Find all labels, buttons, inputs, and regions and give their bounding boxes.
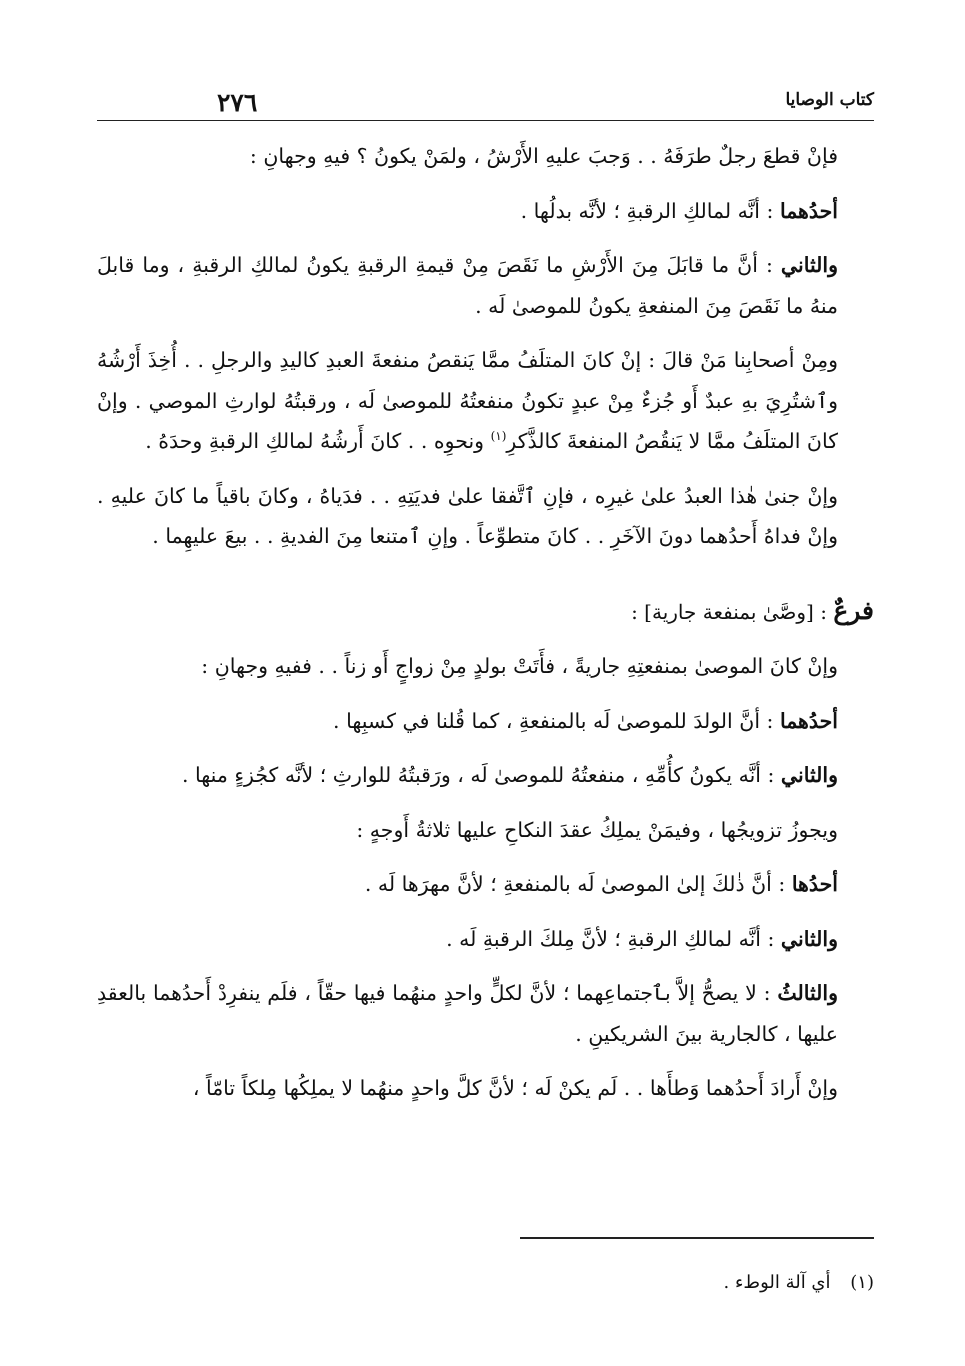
paragraph — [97, 340, 874, 462]
section-heading — [97, 591, 874, 633]
section-title: : [وصَّىٰ بمنفعة جارية] : — [631, 599, 834, 624]
paragraph-text: ونحوِه . . كانَ أَرشُهُ لمالكِ الرقبةِ وحدَهُ . — [145, 429, 491, 453]
paragraph: وإنْ كانَ الموصىٰ بمنفعتِهِ جاريةً ، فأَتَتْ بولدٍ مِنْ زواجٍ أَو زناً . . ففيهِ وجهانِ : — [201, 654, 838, 678]
paragraph-label: أحدُهما — [779, 708, 838, 733]
paragraph: ويجوزُ تزويجُها ، وفيمَنْ يملِكُ عقدَ النكاحِ عليها ثلاثةُ أَوجهٍ : — [356, 817, 838, 842]
paragraph-label: أحدُهما — [779, 198, 838, 223]
footnote-number: (١) — [850, 1272, 874, 1293]
paragraph-label: والثاني — [780, 763, 838, 787]
paragraph-text: : أنَّ الولدَ للموصىٰ لَه بالمنفعةِ ، كما قُلنا في كسبِها . — [333, 708, 780, 733]
paragraph-text: : أنَّه لمالكِ الرقبةِ ؛ لأنَّ مِلكَ الرقبةِ لَه . — [446, 926, 781, 951]
paragraph — [97, 755, 874, 796]
page-number: ٢٧٦ — [217, 88, 258, 117]
footnote-reference[interactable]: (١) — [490, 429, 507, 444]
paragraph-label: والثالثُ — [777, 981, 838, 1005]
book-title: كتاب الوصايا — [785, 90, 874, 110]
paragraph: وإنْ أَرادَ أَحدُهما وَطأَها . . لَم يكنْ لَه ؛ لأنَّ كلَّ واحدٍ منهُما لا يملِكُها مِلكاً تامّاً ، — [192, 1076, 838, 1100]
paragraph-text: : أنَّه لمالكِ الرقبةِ ؛ لأنَّه بدلُها . — [520, 198, 780, 223]
paragraph-label: أحدُها — [791, 872, 838, 896]
paragraph — [97, 245, 874, 326]
paragraph-text: : أنَّ ما قابَلَ مِنَ الأَرْشِ ما نَقَصَ مِنْ قيمةِ الرقبةِ يكونُ لمالكِ الرقبةِ ، وما قابلَ منهُ ما نَقَصَ مِنَ المنفعةِ يكونُ للموصىٰ لَه . — [97, 253, 838, 318]
paragraph — [97, 701, 874, 742]
paragraph-text: : أنَّه يكونُ كأُمِّهِ ، منفعتُهُ للموصىٰ لَه ، ورَقبتُهُ للوارثِ ؛ لأنَّه كجُزءٍ منها . — [181, 763, 781, 787]
paragraph — [97, 973, 874, 1054]
paragraph: فإنْ قطعَ رجلٌ طرَفَهُ . . وَجبَ عليهِ الأَرْشُ ، ولمَنْ يكونُ ؟ فيهِ وجهانِ : — [249, 144, 838, 168]
paragraph-text: : أنَّ ذٰلكَ إلىٰ الموصىٰ لَه بالمنفعةِ ؛ لأنَّ مهرَها لَه . — [364, 872, 792, 896]
paragraph — [97, 191, 874, 232]
paragraph-label: والثاني — [780, 253, 838, 277]
paragraph-label: والثاني — [780, 926, 838, 951]
footnote-divider — [520, 1237, 874, 1239]
paragraph-text: ومِنْ أصحابِنا مَنْ قالَ : إنْ كانَ المتلَفُ ممَّا يَنقصُ منفعةَ العبدِ كاليدِ والرجلِ . . أُخِذَ أَرْشُهُ وٱشتُرِيَ بهِ عبدٌ أَو جُزءٌ مِنْ عبدٍ تكونُ منفعتُهُ للموصىٰ لَه ، ورقبتُهُ لوارثِ الموصي . وإنْ كانَ المتلَفُ ممَّا لا يَنقُصُ المنفعةَ كالذَّكرِ — [97, 348, 838, 453]
paragraph — [97, 919, 874, 960]
paragraph-text: : لا يصحُّ إلاَّ بٱجتماعِهما ؛ لأنَّ لكلٍّ واحدٍ منهُما فيها حقّاً ، فلَم ينفرِدْ أَحدُهما بالعقدِ عليها ، كالجارية بينَ الشريكينِ . — [97, 981, 838, 1046]
footnote — [724, 1272, 874, 1293]
paragraph: وإنْ جنىٰ هٰذا العبدُ علىٰ غيرِه ، فإنِ ٱتَّفقا علىٰ فديَتِهِ . . فدَياهُ ، وكانَ باقياً ما كانَ عليهِ . وإنْ فداهُ أَحدُهما دونَ الآخَرِ . . كانَ متطوِّعاً . وإنِ ٱمتنعا مِنَ الفديةِ . . بيعَ عليهِما . — [97, 483, 838, 548]
running-header — [97, 84, 874, 121]
footnote-text: أي آلة الوطء . — [723, 1272, 831, 1293]
section-label: فرعٌ — [833, 595, 874, 625]
main-text — [97, 136, 874, 1123]
paragraph — [97, 864, 874, 905]
